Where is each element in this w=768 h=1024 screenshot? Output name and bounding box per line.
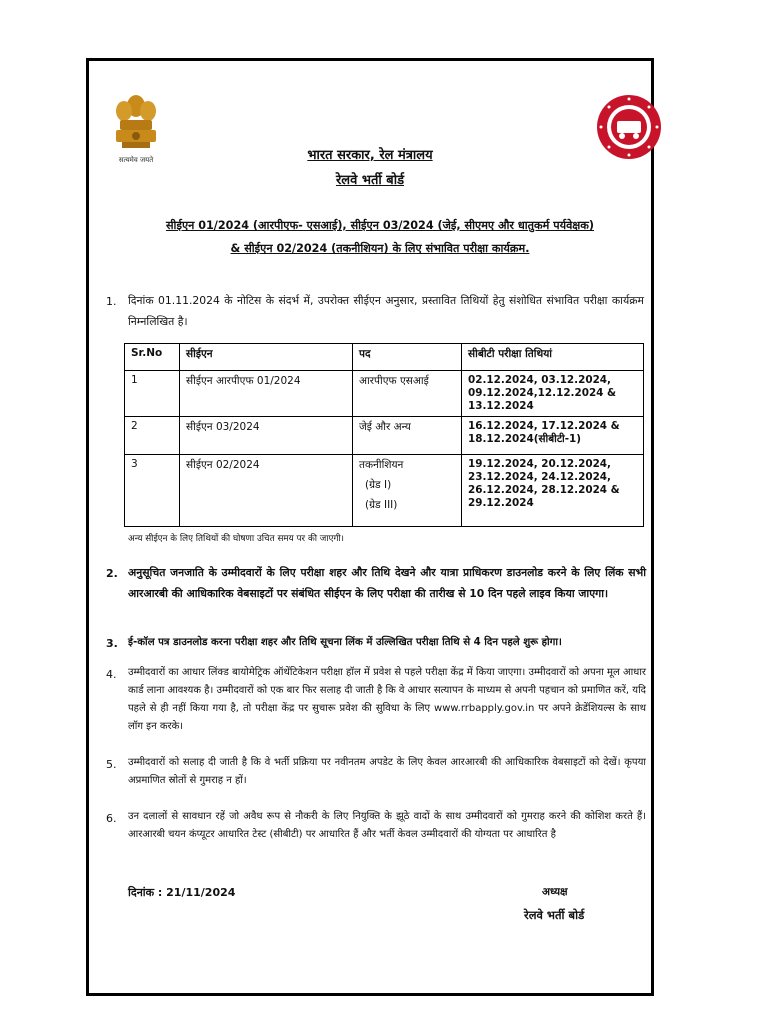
point-2-number: 2. bbox=[106, 567, 118, 580]
issue-date: दिनांक : 21/11/2024 bbox=[128, 886, 236, 899]
row-post: जेई और अन्य bbox=[353, 417, 462, 455]
row-dates: 16.12.2024, 17.12.2024 & 18.12.2024(सीबीटी-1) bbox=[462, 417, 644, 455]
subject-line-1: सीईएन 01/2024 (आरपीएफ- एसआई), सीईएन 03/2024 (जेई, सीएमए और धातुकर्म पर्यवेक्षक) bbox=[165, 219, 595, 232]
exam-schedule-table bbox=[124, 343, 644, 527]
header-cen: सीईएन bbox=[180, 344, 353, 371]
row-cen: सीईएन 03/2024 bbox=[180, 417, 353, 455]
header-sr-no: Sr.No bbox=[125, 344, 180, 371]
subject-line-2: & सीईएन 02/2024 (तकनीशियन) के लिए संभावित परीक्षा कार्यक्रम. bbox=[230, 242, 530, 255]
grade-1-label: (ग्रेड I) bbox=[365, 479, 392, 491]
table-header-row bbox=[125, 344, 644, 371]
point-4-number: 4. bbox=[106, 668, 117, 681]
point-6-text: उन दलालों से सावधान रहें जो अवैध रूप से नौकरी के लिए नियुक्ति के झूठे वादों के साथ उम्मीदवारों को गुमराह करने की कोशिश करते हैं। आरआरबी चयन कंप्यूटर आधारित टेस्ट (सीबीटी) पर आधारित हैं और भर्ती केवल उम्मीदवारों की योग्यता पर आधारित है bbox=[128, 811, 646, 840]
point-5-number: 5. bbox=[106, 758, 117, 771]
point-1-text: दिनांक 01.11.2024 के नोटिस के संदर्भ में, उपरोक्त सीईएन अनुसार, प्रस्तावित तिथियों हेतु संशोधित संभावित परीक्षा कार्यक्रम निम्नलिखित है। bbox=[128, 294, 644, 328]
header-post: पद bbox=[353, 344, 462, 371]
point-4-text: उम्मीदवारों का आधार लिंक्ड बायोमेट्रिक ऑथेंटिकेशन परीक्षा हॉल में प्रवेश से पहले परीक्षा केंद्र में किया जाएगा। उम्मीदवारों को अपना मूल आधार कार्ड लाना आवश्यक है। उम्मीदवारों को एक बार फिर सलाह दी जाती है कि वे आधार सत्यापन के माध्यम से अपनी पहचान को प्रमाणित करें, यदि पहले से ही नहीं किया गया है, तो परीक्षा केंद्र पर सुचारू प्रवेश की सुविधा के लिए www.rrbapply.gov.in पर अपने क्रेडेंशियल्स के साथ लॉग इन करके। bbox=[128, 667, 646, 732]
row-post-label: तकनीशियन bbox=[359, 459, 404, 471]
row-sr: 3 bbox=[125, 455, 180, 527]
indian-railways-logo-icon bbox=[595, 93, 663, 161]
row-cen: सीईएन 02/2024 bbox=[180, 455, 353, 527]
grade-3-label: (ग्रेड III) bbox=[365, 499, 398, 511]
table-row bbox=[125, 371, 644, 417]
table-row bbox=[125, 455, 644, 527]
point-3-text: ई-कॉल पत्र डाउनलोड करना परीक्षा शहर और तिथि सूचना लिंक में उल्लिखित परीक्षा तिथि से 4 दिन पहले शुरू होगा। bbox=[128, 637, 562, 648]
point-2-text: अनुसूचित जनजाति के उम्मीदवारों के लिए परीक्षा शहर और तिथि देखने और यात्रा प्राधिकरण डाउनलोड करने के लिए लिंक सभी आरआरबी की आधिकारिक वेबसाइटों पर संबंधित सीईएन के लिए परीक्षा की तारीख से 10 दिन पहले लाइव किया जाएगा। bbox=[128, 566, 646, 600]
document-border bbox=[86, 58, 654, 996]
signatory-title: अध्यक्ष bbox=[542, 886, 568, 898]
point-5-text: उम्मीदवारों को सलाह दी जाती है कि वे भर्ती प्रक्रिया पर नवीनतम अपडेट के लिए केवल आरआरबी की आधिकारिक वेबसाइटों को देखें। कृपया अप्रमाणित स्रोतों से गुमराह न हों। bbox=[128, 757, 646, 786]
table-note: अन्य सीईएन के लिए तिथियों की घोषणा उचित समय पर की जाएगी। bbox=[128, 534, 345, 544]
row-post: आरपीएफ एसआई bbox=[353, 371, 462, 417]
row-sr: 1 bbox=[125, 371, 180, 417]
point-3-number: 3. bbox=[106, 637, 118, 650]
board-title: रेलवे भर्ती बोर्ड bbox=[335, 173, 405, 188]
row-post bbox=[353, 455, 462, 527]
row-dates: 19.12.2024, 20.12.2024, 23.12.2024, 24.12.2024, 26.12.2024, 28.12.2024 & 29.12.2024 bbox=[462, 455, 644, 527]
point-1-number: 1. bbox=[106, 295, 117, 308]
header-cbt-dates: सीबीटी परीक्षा तिथियां bbox=[462, 344, 644, 371]
row-cen: सीईएन आरपीएफ 01/2024 bbox=[180, 371, 353, 417]
table-row bbox=[125, 417, 644, 455]
signatory-organization: रेलवे भर्ती बोर्ड bbox=[524, 908, 585, 922]
point-6-number: 6. bbox=[106, 812, 117, 825]
ministry-title: भारत सरकार, रेल मंत्रालय bbox=[307, 148, 433, 163]
emblem-caption: सत्यमेव जयते bbox=[118, 156, 154, 164]
row-dates: 02.12.2024, 03.12.2024, 09.12.2024,12.12.2024 & 13.12.2024 bbox=[462, 371, 644, 417]
row-sr: 2 bbox=[125, 417, 180, 455]
